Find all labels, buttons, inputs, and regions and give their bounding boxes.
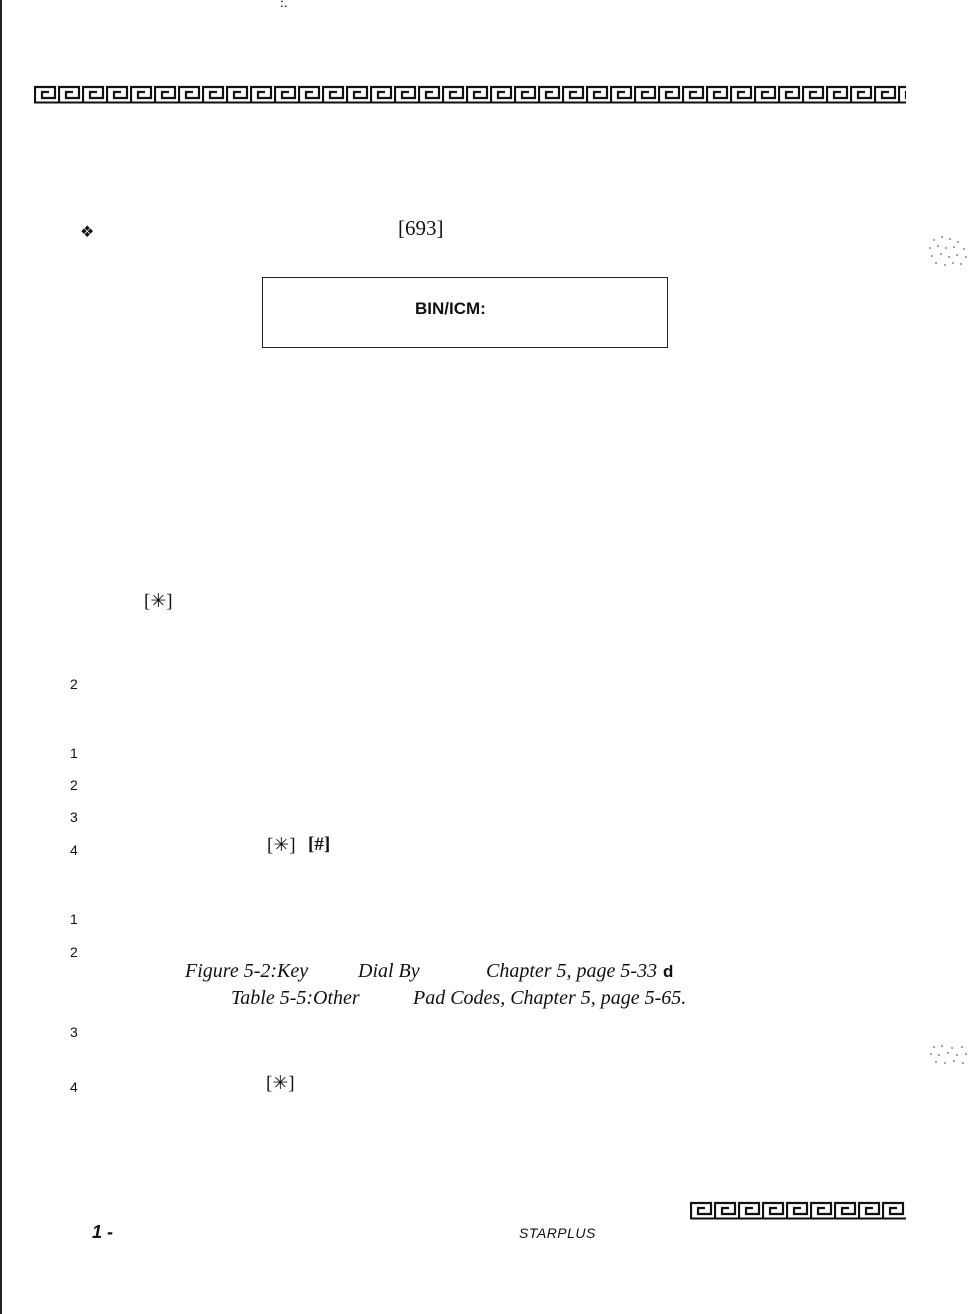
- step-number: 1: [70, 911, 78, 927]
- step-number: 4: [70, 842, 78, 858]
- scan-speckle: [924, 232, 972, 272]
- step-number: 3: [70, 1024, 78, 1040]
- star-key: [✳]: [266, 1073, 295, 1094]
- step-number: 3: [70, 809, 78, 825]
- program-code: [693]: [398, 216, 444, 240]
- pound-key: [#]: [308, 834, 331, 855]
- step-number: 2: [70, 777, 78, 793]
- page-number: 1 -: [92, 1222, 114, 1242]
- chapter-reference: Chapter 5, page 5-33: [486, 960, 658, 982]
- step-number: 4: [70, 1079, 78, 1095]
- left-page-rule: [0, 0, 2, 1314]
- step-number: 1: [70, 745, 78, 761]
- star-key: [✳]: [144, 591, 173, 612]
- table-reference: Table 5-5:Other: [231, 987, 360, 1009]
- diamond-bullet-icon: ❖: [80, 224, 95, 241]
- top-greek-border: [34, 84, 906, 104]
- figure-reference: Figure 5-2:Key: [185, 960, 309, 982]
- display-text: BIN/ICM:: [415, 299, 486, 318]
- step-number: 2: [70, 676, 78, 692]
- star-key: [✳]: [267, 835, 296, 856]
- pad-codes-reference: Pad Codes, Chapter 5, page 5-65.: [413, 987, 687, 1009]
- bottom-greek-border: [690, 1200, 906, 1220]
- dial-by-reference: Dial By: [358, 960, 420, 982]
- product-name: STARPLUS: [519, 1225, 596, 1241]
- lcd-display-box: [262, 277, 668, 348]
- reference-tail: d: [663, 962, 674, 981]
- step-number: 2: [70, 944, 78, 960]
- top-mark: :.: [280, 0, 288, 11]
- scan-speckle: [926, 1042, 972, 1072]
